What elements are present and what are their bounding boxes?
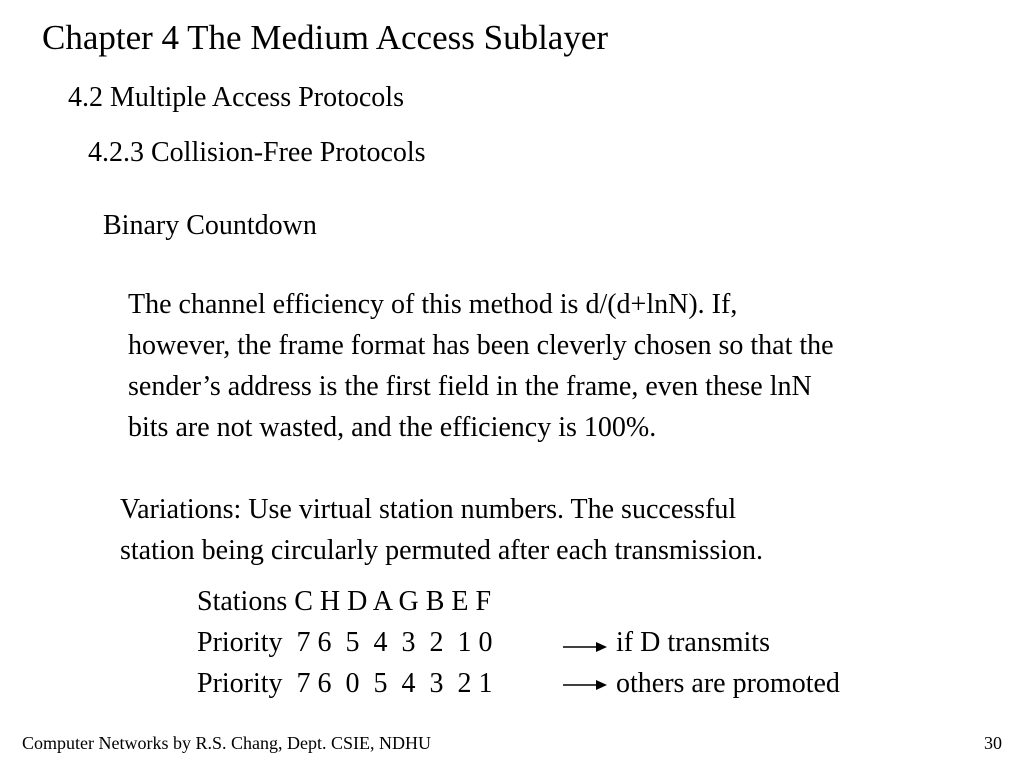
subsection-title: 4.2.3 Collision-Free Protocols <box>88 137 426 168</box>
efficiency-line: bits are not wasted, and the efficiency is 100%. <box>128 412 657 443</box>
priority-row-before: Priority 7 6 5 4 3 2 1 0 <box>197 627 493 658</box>
page-number: 30 <box>984 733 1002 753</box>
efficiency-paragraph <box>128 284 1008 448</box>
section-title: 4.2 Multiple Access Protocols <box>68 82 404 113</box>
right-arrow-icon <box>563 678 607 692</box>
variations-line: station being circularly permuted after each transmission. <box>120 535 764 566</box>
variations-line: Variations: Use virtual station numbers. The successful <box>120 494 737 525</box>
footer-credit: Computer Networks by R.S. Chang, Dept. CSIE, NDHU <box>22 733 431 753</box>
priority-note-transmits: if D transmits <box>616 627 770 658</box>
priority-row-after: Priority 7 6 0 5 4 3 2 1 <box>197 668 493 699</box>
stations-row: Stations C H D A G B E F <box>197 586 492 617</box>
efficiency-line: The channel efficiency of this method is d/(d+lnN). If, <box>128 289 738 320</box>
efficiency-line: however, the frame format has been cleverly chosen so that the <box>128 330 834 361</box>
priority-note-promoted: others are promoted <box>616 668 840 699</box>
chapter-title: Chapter 4 The Medium Access Sublayer <box>42 18 609 57</box>
variations-paragraph <box>120 489 1000 571</box>
right-arrow-icon <box>563 640 607 654</box>
efficiency-line: sender’s address is the first field in the frame, even these lnN <box>128 371 812 402</box>
topic-title: Binary Countdown <box>103 210 317 241</box>
